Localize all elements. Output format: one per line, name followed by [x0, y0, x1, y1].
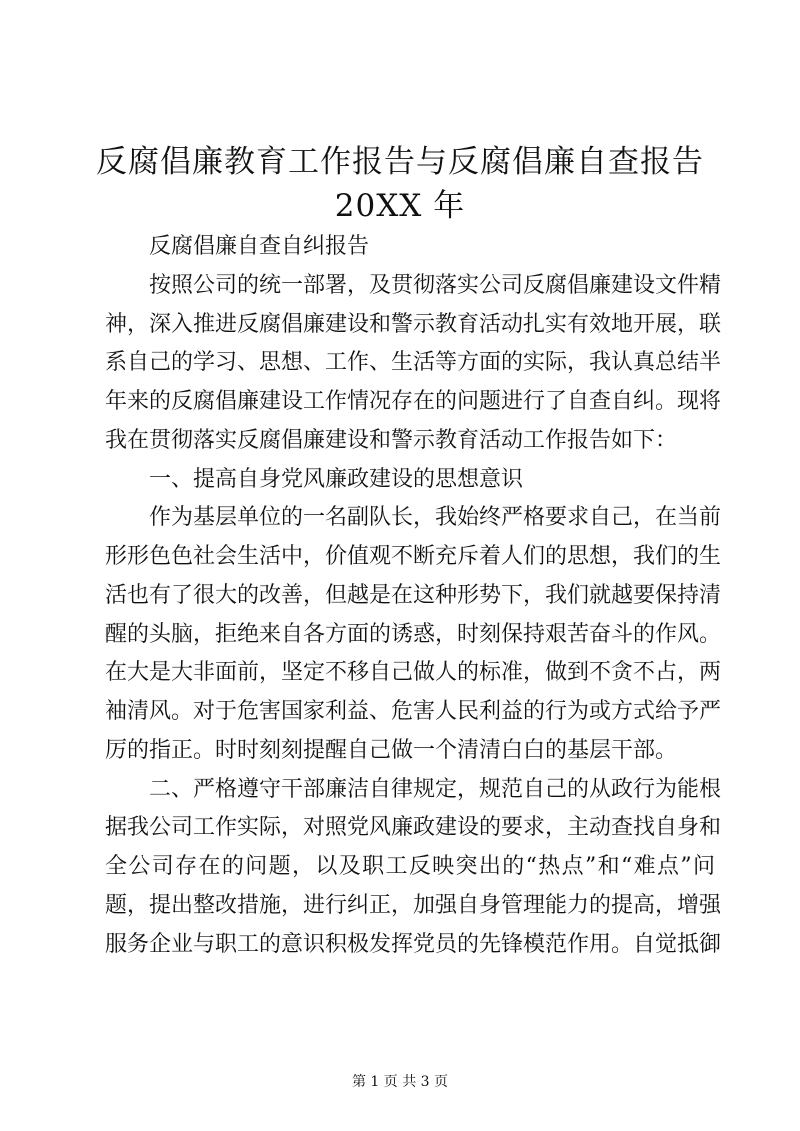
- paragraph-line: 年来的反腐倡廉建设工作情况存在的问题进行了自查自纠。现将: [105, 389, 722, 414]
- paragraph-line: 服务企业与职工的意识积极发挥党员的先锋模范作用。自觉抵御: [105, 931, 722, 957]
- paragraph-line: 醒的头脑，拒绝来自各方面的诱惑，时刻保持艰苦奋斗的作风。: [105, 621, 722, 647]
- section-heading-2: 二、严格遵守干部廉洁自律规定，规范自己的从政行为能根: [149, 776, 722, 802]
- paragraph-line: 作为基层单位的一名副队长，我始终严格要求自己，在当前: [149, 505, 722, 531]
- paragraph-line: 题，提出整改措施，进行纠正，加强自身管理能力的提高，增强: [105, 892, 722, 918]
- paragraph-line: 全公司存在的问题，以及职工反映突出的“热点”和“难点”问: [105, 854, 715, 879]
- page-footer: 第 1 页 共 3 页: [351, 1074, 449, 1090]
- section-heading-report: 反腐倡廉自查自纠报告: [149, 234, 370, 259]
- paragraph-line: 我在贯彻落实反腐倡廉建设和警示教育活动工作报告如下：: [105, 427, 678, 453]
- paragraph-line: 在大是大非面前，坚定不移自己做人的标准，做到不贪不占，两: [105, 660, 722, 686]
- paragraph-line: 厉的指正。时时刻刻提醒自己做一个清清白白的基层干部。: [105, 737, 678, 763]
- paragraph-line: 系自己的学习、思想、工作、生活等方面的实际，我认真总结半: [105, 350, 722, 376]
- paragraph-line: 按照公司的统一部署，及贯彻落实公司反腐倡廉建设文件精: [149, 272, 722, 298]
- paragraph-line: 袖清风。对于危害国家利益、危害人民利益的行为或方式给予严: [105, 699, 722, 724]
- section-heading-1: 一、提高自身党风廉政建设的思想意识: [149, 466, 524, 492]
- paragraph-line: 神，深入推进反腐倡廉建设和警示教育活动扎实有效地开展，联: [105, 311, 722, 337]
- paragraph-line: 形形色色社会生活中，价值观不断充斥着人们的思想，我们的生: [105, 544, 722, 569]
- paragraph-line: 活也有了很大的改善，但越是在这种形势下，我们就越要保持清: [105, 582, 722, 608]
- document-body: [105, 228, 722, 964]
- document-title-line-2: 20XX 年: [334, 188, 466, 224]
- document-title-line-1: 反腐倡廉教育工作报告与反腐倡廉自查报告: [96, 144, 704, 180]
- paragraph-line: 据我公司工作实际，对照党风廉政建设的要求，主动查找自身和: [105, 815, 722, 841]
